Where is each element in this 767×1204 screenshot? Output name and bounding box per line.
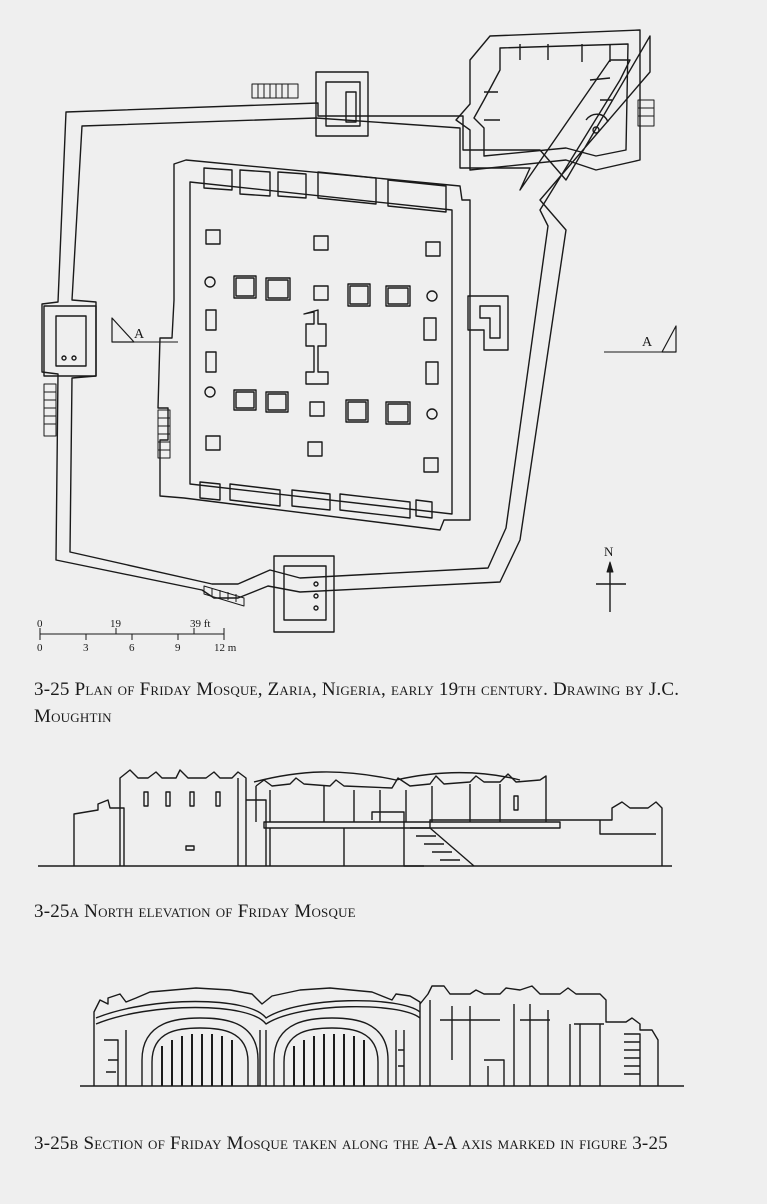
scale-bar xyxy=(37,618,237,654)
section-caption: 3-25b Section of Friday Mosque taken along the A-A axis marked in figure 3-25 xyxy=(34,1133,668,1154)
scale-m-6: 6 xyxy=(129,642,135,654)
scale-m-12: 12 m xyxy=(214,642,237,654)
scale-ft-19: 19 xyxy=(110,618,121,630)
scale-ft-0: 0 xyxy=(37,618,43,630)
north-elevation xyxy=(38,770,672,866)
hall-piers xyxy=(205,230,440,472)
scale-ft-39: 39 ft xyxy=(190,618,211,630)
section-marker-right: A xyxy=(642,335,653,350)
scale-m-9: 9 xyxy=(175,642,181,654)
north-arrow xyxy=(596,544,626,612)
scale-m-3: 3 xyxy=(83,642,89,654)
section-drawing xyxy=(80,986,684,1086)
elevation-caption: 3-25a North elevation of Friday Mosque xyxy=(34,901,356,922)
section-marker-left: A xyxy=(134,327,145,342)
north-wall-bays xyxy=(200,168,446,518)
mosque-plan xyxy=(37,30,676,654)
north-label: N xyxy=(604,544,614,559)
scale-m-0: 0 xyxy=(37,642,43,654)
plan-caption: 3-25 Plan of Friday Mosque, Zaria, Nigeria, early 19th century. Drawing by J.C. Moughtin xyxy=(34,679,680,727)
